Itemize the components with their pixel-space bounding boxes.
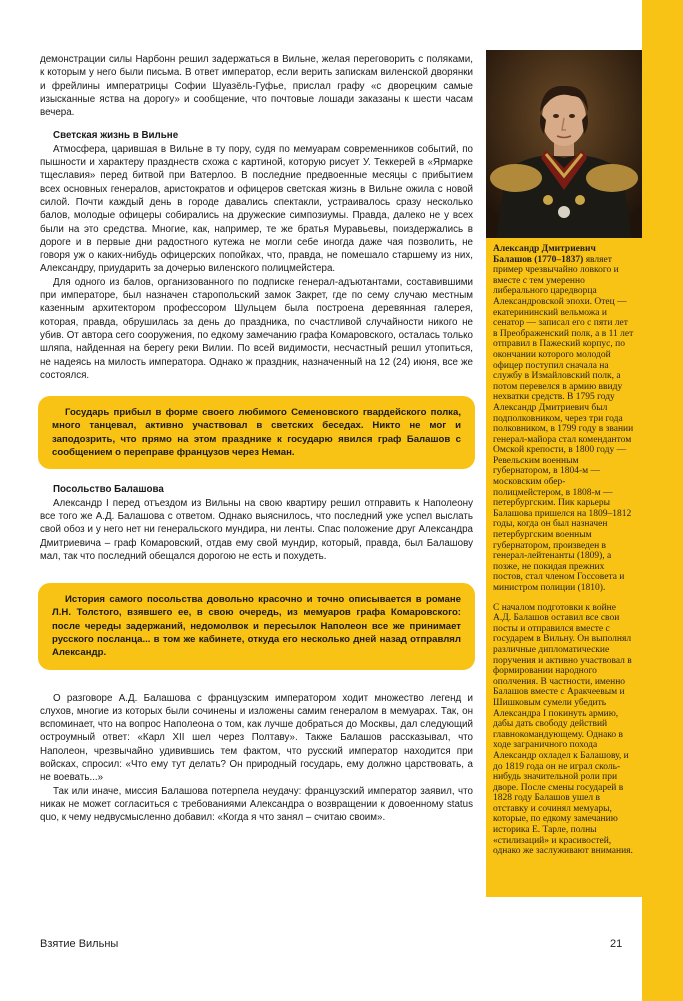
- footer-section-title: Взятие Вильны: [40, 938, 119, 950]
- body-paragraph: Для одного из балов, организованного по подписке генерал-адъютантами, составившими при императоре, был назначен старопольский замок Закрет, где по сему случаю местным казенным архитектором профессором Шульцем была построена деревянная галерея, которая, правда, обрушилась за день до праздника, по счастливой случайности никого не убив. От автора сего сооружения, по едкому замечанию графа Комаровского, осталась только шляпа, найденная на берегу реки Вилии. По всей видимости, несчастный решил утопиться, не надеясь на милость императора. Однако ж праздник, назначенный на 12 (24) июня, все же состоялся.: [40, 276, 473, 381]
- biography-text: [493, 244, 634, 866]
- biography-paragraph: являет пример чрезвычайно ловкого и вместе с тем умеренно либерального царедворца Александровской эпохи. Отец — екатерининский вельможа и сенатор — записал его с пяти лет в Преображенский полк, а в 11 лет отправил в Пажеский корпус, по окончании которого молодой офицер поступил сначала на службу в Измайловский полк, а потом перевелся в армию ввиду нехватки средств. В 1795 году Александр Дмитриевич был подполковником, через три года полковником, в 1799 году в звании генерал-майора стал комендантом Омской крепости, в 1800 году — Ревельским военным губернатором, в 1804-м — московским обер-полицмейстером, в 1808-м — петербургским. Пик карьеры Балашова пришелся на 1809–1812 годы, когда он был назначен петербургским военным губернатором, произведен в генерал-лейтенанты (1809), а позже, не покидая прежних постов, стал членом Госсовета и министром полиции (1810).: [493, 254, 634, 593]
- section-heading-embassy: Посольство Балашова: [53, 484, 164, 496]
- portrait-image: [486, 50, 642, 238]
- biography-sidebar: [486, 50, 642, 897]
- page-number: 21: [610, 938, 623, 950]
- accent-band: [642, 0, 683, 1001]
- intro-paragraph: демонстрации силы Нарбонн решил задержаться в Вильне, желая переговорить с поляками, к которым у него были письма. В ответ император, если верить запискам виленской дворянки и фрейлины императрицы Софии Шуазёль-Гуфье, прислал графу «с дворецким самые изысканные яства на дорогу» и сообщение, что почтовые лошади заказаны к шести часам вечера.: [40, 54, 473, 119]
- biography-paragraph: С началом подготовки к войне А.Д. Балашов оставил все свои посты и отправился вместе с государем в Вильну. Он выполнял различные дипломатические поручения и активно участвовал в формировании народного ополчения. В частности, именно Балашов вместе с Аракчеевым и Шишковым сумели убедить Александра I покинуть армию, дабы дать свободу действий главнокомандующему. Однако в ходе заграничного похода Александр охладел к Балашову, и до 1819 года он не играл сколь-нибудь значительной роли при дворе. После смены государей в 1828 году Балашов ушел в отставку и сочинял мемуары, которые, по едкому замечанию историка Е. Тарле, полны «стилизаций» и красивостей, однако же заслуживают внимания.: [493, 602, 633, 857]
- body-paragraph: О разговоре А.Д. Балашова с французским императором ходит множество легенд и слухов, многие из которых были сочинены и изложены самим генералом в мемуарах. Так, он вспоминает, что на вопрос Наполеона о том, как лучше добраться до Москвы, дал следующий остроумный ответ: «Карл XII шел через Полтаву». Также Балашов рассказывал, что Наполеон, чрезвычайно удивившись тем фактом, что русский император находится при войсках, спросил: «Что ему тут делать? Он природный государь, ему должно царствовать, а не воевать...»: [40, 692, 473, 784]
- callout-box: История самого посольства довольно красочно и точно описывается в романе Л.Н. Толстого, взявшего ее, в свою очередь, из мемуаров графа Комаровского: после череды задержаний, недомолвок и пересылок Наполеон все же принимает русского посланца... в том же кабинете, откуда его несколько дней назад отправлял Александр.: [38, 583, 475, 669]
- body-paragraph: Так или иначе, миссия Балашова потерпела неудачу: французский император заявил, что никак не может согласиться с требованиями Александра о возвращении к довоенному status quo, к чему недвусмысленно добавил: «Когда я что занял – считаю своим».: [40, 785, 473, 824]
- section-heading-social-life: Светская жизнь в Вильне: [53, 130, 179, 142]
- callout-box: Государь прибыл в форме своего любимого Семеновского гвардейского полка, много танцевал, активно участвовал в светских беседах. Никто не мог и заподозрить, что прямо на этом празднике к государю явился граф Балашов с сообщением о переправе французов через Неман.: [38, 396, 475, 469]
- body-paragraph: Александр I перед отъездом из Вильны на свою квартиру решил отправить к Наполеону все того же А.Д. Балашова с ответом. Однако выяснилось, что последний уже успел выслать свой обоз и у него нет ни генеральского мундира, ни ленты. Спас положение друг Александра Дмитриевича – граф Комаровский, отдав ему свой мундир, который, правда, был Балашову мал, так что последний обещался дорогою не есть и похудеть.: [40, 497, 473, 562]
- body-paragraph: Атмосфера, царившая в Вильне в ту пору, судя по мемуарам современников событий, по пышности и характеру празднеств схожа с картиной, которую рисует У. Теккерей в «Ярмарке тщеславия» перед битвой при Ватерлоо. В последние предвоенные месяцы с прибытием всех основных генералов, аристократов и офицеров светская жизнь в Вильне ожила с новой силой. Почти каждый день в городе давались спектакли, устраивалось сразу несколько балов, молодые офицеры собирались на дружеские симпозиумы. Правда, далеко не у всех были на это средства. Многие, как, например, те же братья Муравьевы, поиздержались в дороге и в первые дни радостного кутежа не могли себе иногда даже чая позволить, не говоря уж о каких-нибудь офицерских попойках, что, правда, не помешало старшему из них, Александру, приударить за дочерью виленского полицмейстера.: [40, 143, 473, 275]
- main-column: [40, 53, 473, 825]
- biography-name: Александр Дмитриевич Балашов (1770–1837): [493, 244, 596, 265]
